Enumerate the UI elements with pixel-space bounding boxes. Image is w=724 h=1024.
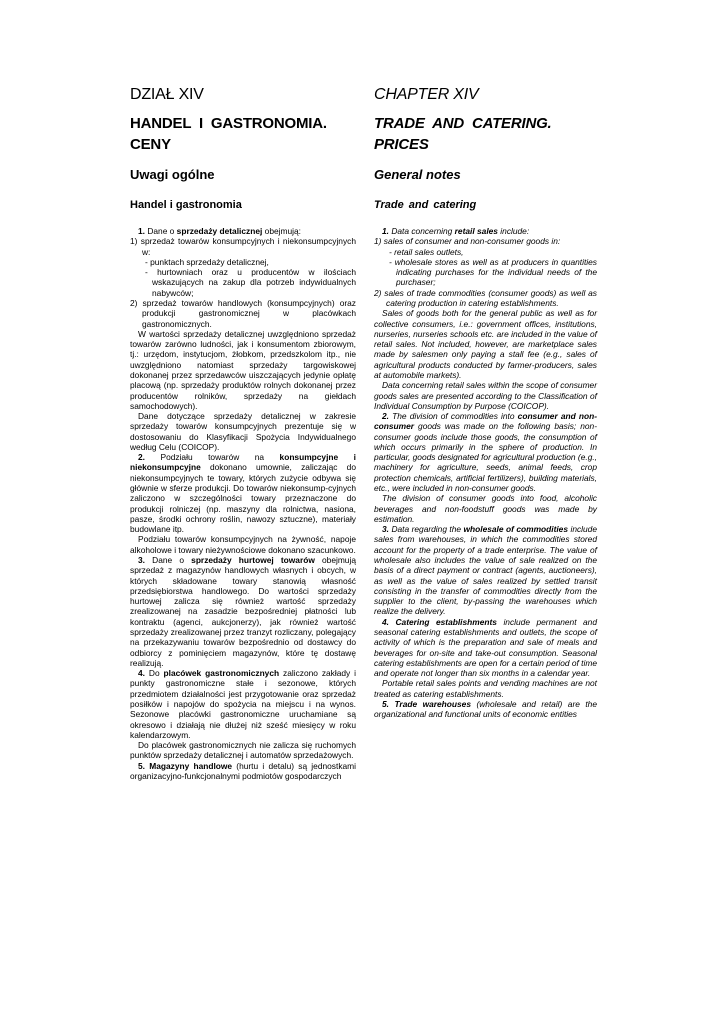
note-text: dokonano umownie, zaliczając do niekonsumpcyjnych te towary, których zużycie odbywa się głównie w sferze produkcji. Do towarów niekonsump-cyjnych zaliczono w szczególności towary przeznaczone do produkcji rolniczej (np. maszyny dla rolnictwa, nasiona, pasze, środki ochrony roślin, nawozy sztuczne), materiały budowlane itp. xyxy=(130,462,356,535)
paragraph: Dane dotyczące sprzedaży detalicznej w zakresie sprzedaży towarów konsumpcyjnych prezentuje się w dostosowaniu do Klasyfikacji Spożycia Indywidualnego według Celu (COICOP). xyxy=(130,411,356,452)
note-2 xyxy=(374,411,597,493)
note-1 xyxy=(130,226,356,236)
note-3 xyxy=(374,524,597,617)
paragraph: Podziału towarów konsumpcyjnych na żywność, napoje alkoholowe i towary nieżywnościowe dokonano szacunkowo. xyxy=(130,534,356,555)
note-number: 3. xyxy=(138,555,145,565)
paragraph: Sales of goods both for the general public as well as for collective consumers, i.e.: government offices, institutions, nurseries, nurseries schools etc. are included in the value of retail sales. Not included, however, are marketplace sales made by salesmen only paying a stall fee (e.g., sales of agricultural products conducted by farmer-producers, sales at automobile markets). xyxy=(374,308,597,380)
note-5 xyxy=(374,699,597,720)
note-text: Do xyxy=(145,668,164,679)
list-item: 2) sprzedaż towarów handlowych (konsumpcyjnych) oraz produkcji gastronomicznej w placówkach gastronomicznych. xyxy=(130,297,356,329)
note-text: Data concerning xyxy=(389,226,455,236)
note-term: sprzedaży hurtowej towarów xyxy=(191,555,315,565)
note-text: include: xyxy=(497,226,530,236)
note-4 xyxy=(130,668,356,740)
note-text: Data regarding the xyxy=(389,524,464,535)
list-item: 1) sprzedaż towarów konsumpcyjnych i niekonsumpcyjnych w: xyxy=(130,236,356,257)
note-term: retail sales xyxy=(454,226,498,236)
note-text: The division of commodities into xyxy=(389,411,518,422)
note-4 xyxy=(374,617,597,679)
note-number: 1. xyxy=(382,226,389,236)
note-text: include sales from warehouses, in which the commodities stored account for the property of a trade enterprise. The value of wholesale also includes the value of sale realized on the basis of a direct payment or contract (agents, auctioneers), as well as the value of sales realized by settled transit consisting in the transfer of commodities directly from the supplier to the client, by-passing the warehouses which realize the delivery. xyxy=(374,524,598,617)
note-number: 1. xyxy=(138,226,145,236)
notes-body xyxy=(130,226,356,781)
list-item: 1) sales of consumer and non-consumer goods in: xyxy=(374,236,561,247)
section-heading: Trade and catering xyxy=(374,199,477,211)
note-text: (hurtu i detalu) są jednostkami organizacyjno-funkcjonalnymi podmiotów gospodarczych xyxy=(130,760,357,781)
list-item: 2) sales of trade commodities (consumer goods) as well as catering production in catering establishments. xyxy=(374,287,597,308)
note-text: zaliczono zakłady i punkty gastronomiczne stałe i sezonowe, których przedmiotem działalności jest przygotowanie oraz sprzedaż posiłków i napojów do spożycia na miejscu i na wynos. Sezonowe placówki gastronomiczne uruchamiane są okresowo i działają nie dłużej niż sześć miesięcy w roku kalendarzowym. xyxy=(130,668,356,740)
note-term: consumer and non-consumer xyxy=(374,411,597,432)
chapter-title-line2: CENY xyxy=(130,136,171,153)
note-term: Catering establishments xyxy=(395,616,497,627)
sub-list-item: - wholesale stores as well as at producers in quantities indicating purchases for the individual needs of the purchaser; xyxy=(389,256,597,288)
paragraph: Data concerning retail sales within the scope of consumer goods sales are presented according to the Classification of Individual Consumption by Purpose (COICOP). xyxy=(374,380,597,411)
chapter-title xyxy=(374,113,552,155)
note-term: placówek gastronomicznych xyxy=(163,668,280,679)
notes-body xyxy=(374,226,597,720)
notes-heading: Uwagi ogólne xyxy=(130,167,215,182)
note-5 xyxy=(130,761,356,782)
note-text: goods was made on the following basis; non-consumer goods include those goods, the consumption of which occurs primarily in the sphere of production. In particular, goods designated for agricultural production (e.g., machinery for agriculture, seeds, animal feeds, crop protection chemicals, artificial fertilizers), building materials, etc., were included in non-consumer goods. xyxy=(374,421,597,494)
note-text: Dane o xyxy=(145,226,177,236)
note-text: (wholesale and retail) are the organizational and functional units of economic entities xyxy=(374,698,597,720)
note-text: include permanent and seasonal catering establishments and outlets, the scope of activity of which is the preparation and sale of meals and beverages for on-site and take-out consumption. Seasonal catering establishments are open for a certain period of time and operate not longer than six months in a calendar year. xyxy=(374,616,597,679)
note-text: Podziału towarów na xyxy=(145,452,280,463)
note-number: 2. xyxy=(382,411,389,422)
chapter-title-line1: HANDEL I GASTRONOMIA. xyxy=(130,115,327,132)
sub-list-item: - hurtowniach oraz u producentów w ilościach wskazujących na zakup dla potrzeb indywidualnych nabywców; xyxy=(145,267,356,298)
note-term: sprzedaży detalicznej xyxy=(176,226,263,236)
note-3 xyxy=(130,555,356,668)
note-1 xyxy=(374,226,597,236)
note-number: 4. xyxy=(382,616,389,627)
note-number: 2. xyxy=(138,452,145,463)
note-term: konsumpcyjne i niekonsumpcyjne xyxy=(130,452,356,473)
note-number: 4. xyxy=(138,668,145,679)
section-heading: Handel i gastronomia xyxy=(130,199,242,211)
note-number: 3. xyxy=(382,524,389,535)
paragraph: Do placówek gastronomicznych nie zalicza się ruchomych punktów sprzedaży detalicznej i automatów sprzedażowych. xyxy=(130,740,356,761)
note-number: 5. xyxy=(382,698,389,709)
paragraph: W wartości sprzedaży detalicznej uwzględniono sprzedaż towarów zarówno ludności, jak i konsumentom zbiorowym, tj.: urzędom, instytucjom, żłobkom, przedszkolom itp., nie uwzględniono natomiast sprzedaży targowiskowej dokonanej przez sprzedawców uiszczających jedynie opłatę placową (np. sprzedaży produktów rolnych dokonanej przez producentów rolników, sprzedaży na giełdach samochodowych). xyxy=(130,328,356,411)
note-text: obejmują: xyxy=(262,226,301,236)
chapter-title-line1: TRADE AND CATERING. xyxy=(374,115,552,132)
note-term: wholesale of commodities xyxy=(463,524,569,535)
paragraph: The division of consumer goods into food, alcoholic beverages and non-foodstuff goods was made by estimation. xyxy=(374,493,597,524)
note-text: Dane o xyxy=(145,555,192,565)
note-term: Trade warehouses xyxy=(394,698,471,709)
notes-heading: General notes xyxy=(374,167,461,182)
chapter-label: CHAPTER XIV xyxy=(374,86,479,103)
note-number: 5. xyxy=(138,760,145,771)
sub-list-item: - retail sales outlets, xyxy=(389,246,464,257)
note-term: Magazyny handlowe xyxy=(149,760,233,771)
note-2 xyxy=(130,452,356,534)
paragraph: Portable retail sales points and vending machines are not treated as catering establishments. xyxy=(374,678,597,699)
sub-list-item: - punktach sprzedaży detalicznej, xyxy=(145,256,269,267)
chapter-title-line2: PRICES xyxy=(374,136,429,153)
note-text: obejmują sprzedaż z magazynów handlowych własnych i obcych, w których składowane towary stanowią własność przedsiębiorstwa handlowego. Do wartości sprzedaży hurtowej zalicza się również wartość sprzedaży zrealizowanej na zasadzie bezpośredniej płatności lub kontraktu (agenci, aukcjonerzy), jak również wartość sprzedaży zrealizowanej przez tranzyt rozliczany, polegający na przekazywaniu towarów bezpośrednio od dostawcy do odbiorcy z pominięciem magazynów, które tę dostawę realizują. xyxy=(130,555,356,668)
chapter-title xyxy=(130,113,327,155)
chapter-label: DZIAŁ XIV xyxy=(130,86,204,103)
